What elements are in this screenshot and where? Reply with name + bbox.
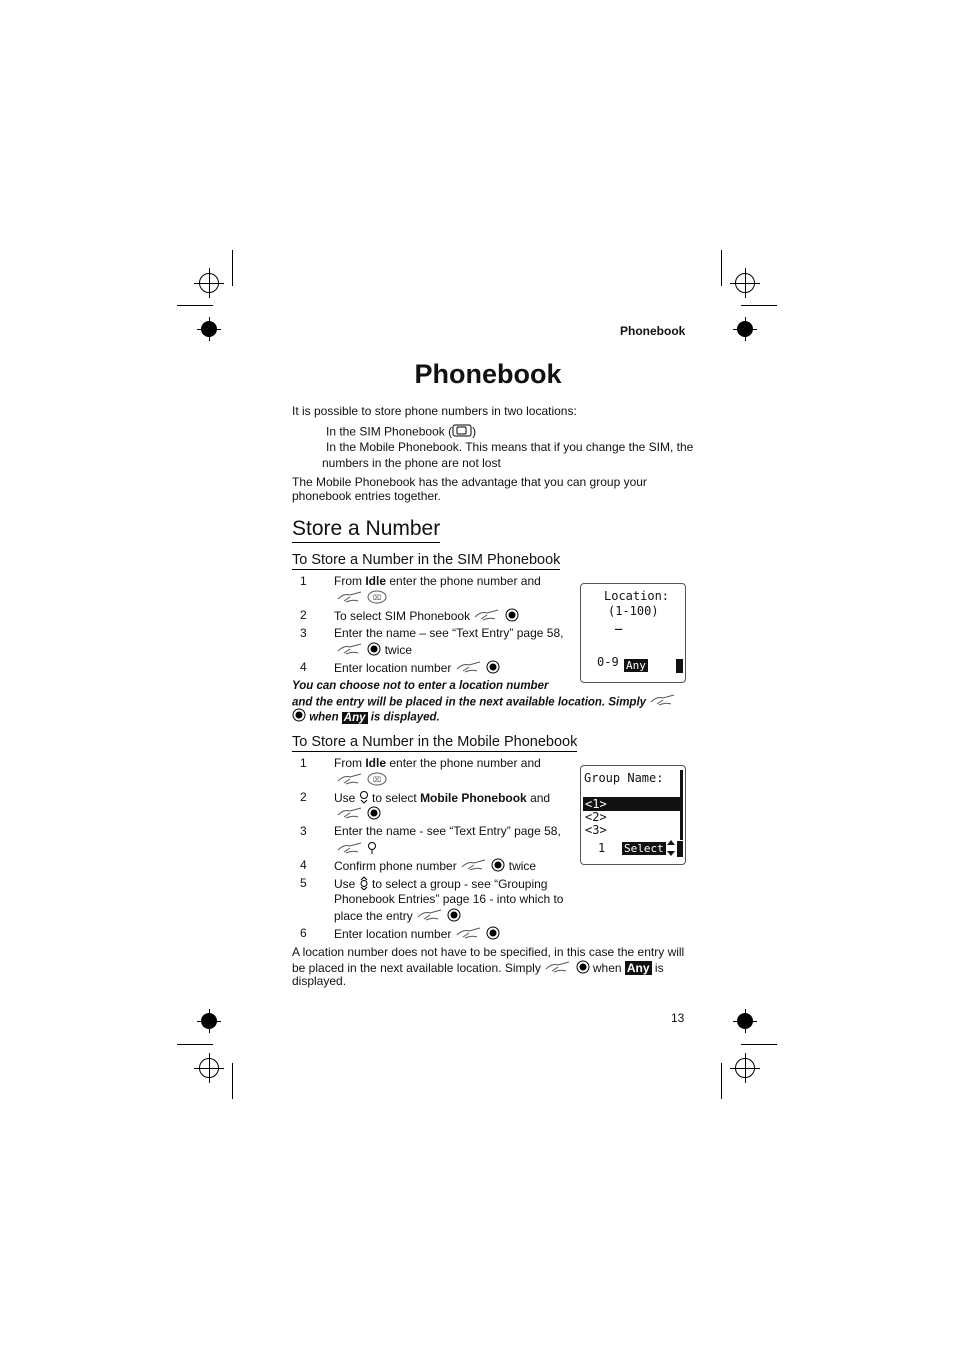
sim-step-1-icons (336, 590, 387, 608)
screen-count: 1 (598, 841, 606, 855)
screen-scroll-track (680, 770, 683, 840)
registration-mark-icon (199, 1058, 219, 1078)
press-hand-icon (336, 642, 364, 660)
mobile-heading: To Store a Number in the Mobile Phonebook (292, 734, 578, 750)
step-number: 2 (300, 790, 307, 804)
step-number: 4 (300, 858, 307, 872)
step-number: 4 (300, 660, 307, 674)
ok-key-icon (486, 926, 500, 944)
ok-key-icon (505, 608, 519, 626)
step-number: 1 (300, 756, 307, 770)
any-softkey-label: Any (626, 961, 650, 976)
sim-card-icon (452, 424, 472, 441)
screen-list-item: <3> (585, 823, 607, 837)
press-hand-icon (544, 960, 572, 978)
sim-note-line3: when Any is displayed. (292, 708, 440, 727)
screen-scroll-arrows-icon (666, 839, 676, 860)
mobile-step-1-icons (336, 772, 387, 790)
intro-text: It is possible to store phone numbers in two locations: (292, 404, 577, 418)
ok-key-icon (292, 708, 306, 727)
mobile-step-6: Enter location number (334, 926, 500, 944)
screen-mode: 0-9 (597, 655, 619, 669)
sim-step-2: To select SIM Phonebook (334, 608, 519, 626)
section-title: Store a Number (292, 517, 440, 543)
crop-mark (741, 305, 777, 306)
sim-step-1: From Idle enter the phone number and (334, 574, 541, 588)
step-number: 6 (300, 926, 307, 940)
step-number: 3 (300, 824, 307, 838)
bullet-sim-text: In the SIM Phonebook ( (326, 424, 453, 439)
crop-mark (232, 1063, 233, 1099)
page-number: 13 (671, 1011, 685, 1025)
crop-mark (177, 305, 213, 306)
press-hand-icon (455, 926, 483, 944)
press-hand-icon (649, 693, 677, 712)
screen-line: Location: (604, 589, 670, 603)
mobile-step-5: Use to select a group - see “Grouping (334, 876, 547, 894)
bullet-mobile-line2: numbers in the phone are not lost (322, 456, 501, 470)
advantage-line1: The Mobile Phonebook has the advantage that you can group your (292, 475, 647, 489)
registration-mark-icon (735, 1058, 755, 1078)
registration-mark-icon (199, 273, 219, 293)
sim-note-line2: and the entry will be placed in the next available location. Simply (292, 693, 677, 712)
ok-key-icon (486, 660, 500, 678)
ok-key-icon (491, 858, 505, 876)
press-hand-icon (455, 660, 483, 678)
mobile-step-5-line2: Phonebook Entries” page 16 - into which to (334, 892, 564, 906)
mobile-note-line2: be placed in the next available location. Simply when Any is (292, 960, 664, 978)
step-number: 2 (300, 608, 307, 622)
press-hand-icon (336, 590, 364, 608)
bullet-sim (326, 424, 476, 441)
sim-step-3: Enter the name – see “Text Entry” page 58, (334, 626, 564, 640)
registration-dot-icon (201, 321, 217, 337)
mobile-note-line1: A location number does not have to be specified, in this case the entry will (292, 945, 685, 959)
crop-mark (177, 1044, 213, 1045)
crop-mark (721, 250, 722, 286)
mobile-step-1: From Idle enter the phone number and (334, 756, 541, 770)
mobile-step-2: Use to select Mobile Phonebook and (334, 790, 550, 808)
svg-text:⌧: ⌧ (373, 594, 382, 602)
screen-list-item: <2> (585, 810, 607, 824)
press-hand-icon (473, 608, 501, 626)
registration-dot-icon (201, 1013, 217, 1029)
advantage-line2: phonebook entries together. (292, 489, 441, 503)
step-number: 3 (300, 626, 307, 640)
press-hand-icon (336, 841, 364, 859)
press-hand-icon (460, 858, 488, 876)
step-number: 1 (300, 574, 307, 588)
bullet-mobile-line1: In the Mobile Phonebook. This means that if you change the SIM, the (326, 440, 694, 454)
press-hand-icon (336, 806, 364, 824)
screen-softkey: Any (626, 659, 646, 672)
mobile-step-3-icons (336, 841, 377, 859)
group-name-screen (580, 765, 686, 865)
registration-dot-icon (737, 1013, 753, 1029)
any-softkey-label: Any (343, 711, 366, 724)
page-title: Phonebook (414, 359, 562, 389)
sim-step-3-icons: twice (336, 642, 412, 660)
crop-mark (741, 1044, 777, 1045)
step-number: 5 (300, 876, 307, 890)
phonebook-key-icon (367, 772, 387, 790)
screen-scrollbar (677, 841, 683, 857)
mobile-step-5-line3: place the entry (334, 908, 461, 926)
phonebook-key-icon (367, 590, 387, 608)
bullet-sim-close: ) (472, 424, 477, 439)
sim-location-screen (580, 583, 686, 683)
ok-key-icon (447, 908, 461, 926)
screen-list-item: <1> (585, 797, 607, 811)
mobile-step-3: Enter the name - see “Text Entry” page 58, (334, 824, 561, 838)
press-hand-icon (336, 772, 364, 790)
sim-heading: To Store a Number in the SIM Phonebook (292, 552, 561, 568)
ok-key-icon (367, 806, 381, 824)
sim-step-4: Enter location number (334, 660, 500, 678)
crop-mark (721, 1063, 722, 1099)
crop-mark (232, 250, 233, 286)
registration-dot-icon (737, 321, 753, 337)
mobile-step-2-icons (336, 806, 381, 824)
ok-key-icon (367, 642, 381, 660)
ok-key-icon (576, 960, 590, 978)
screen-line: (1-100) (608, 604, 659, 618)
mobile-step-4: Confirm phone number twice (334, 858, 536, 876)
screen-softkey: Select (624, 842, 664, 855)
registration-mark-icon (735, 273, 755, 293)
press-hand-icon (416, 908, 444, 926)
screen-title: Group Name: (584, 771, 664, 785)
svg-text:⌧: ⌧ (373, 776, 382, 784)
running-header: Phonebook (620, 324, 686, 338)
screen-scrollbar (676, 659, 683, 673)
mobile-note-line3: displayed. (292, 974, 347, 988)
nav-down-key-icon (367, 841, 377, 859)
sim-note-line1: You can choose not to enter a location number (292, 680, 549, 692)
screen-cursor: _ (615, 616, 623, 630)
